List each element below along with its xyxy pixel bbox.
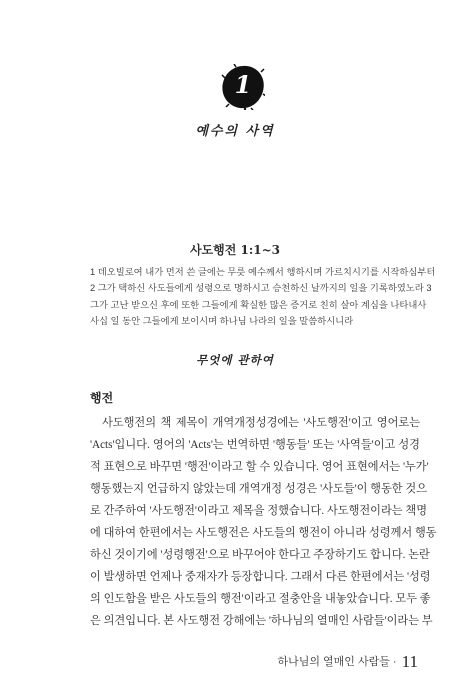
section-title: 무엇에 관하여 [196,353,274,367]
chapter-number: 1 [234,70,252,99]
chapter-number-brush-badge [221,64,265,110]
scripture-reference: 사도행전 1:1~3 [189,243,281,257]
body-line: 사도행전의 책 제목이 개역개정성경에는 '사도행전'이고 영어로는 [102,417,420,429]
scripture-passage [90,264,436,329]
body-line: 이 발생하면 언제나 중재자가 등장합니다. 그래서 다른 한편에서는 '성령 [90,571,431,583]
subheading: 행전 [90,391,114,405]
body-line: 하신 것이기에 '성령행전'으로 바꾸어야 한다고 주장하기도 합니다. 논란 [90,549,430,561]
chapter-title: 예수의 사역 [195,124,275,139]
page-footer [277,652,418,672]
page-number: 11 [401,652,418,671]
body-line: 에 대하여 한편에서는 사도행전은 사도들의 행전이 아니라 성령께서 행동 [90,527,437,539]
scripture-line: 2 그가 택하신 사도들에게 성령으로 명하시고 승천하신 날까지의 일을 기록하였노라 3 [90,283,432,294]
running-title: 하나님의 열매인 사람들 · [277,656,397,668]
scripture-line: 그가 고난 받으신 후에 또한 그들에게 확실한 많은 증거로 친히 살아 계심을 나타내사 [90,299,427,310]
scripture-line: 사십 일 동안 그들에게 보이시며 하나님 나라의 일을 말씀하시니라 [90,315,354,326]
body-line: 로 간주하여 '사도행전'이라고 제목을 정했습니다. 사도행전이라는 책명 [90,505,428,517]
body-line: 의 인도함을 받은 사도들의 행전'이라고 절충안을 내놓았습니다. 모두 좋 [90,593,431,605]
body-line: 'Acts'입니다. 영어의 'Acts'는 번역하면 '행동들' 또는 '사역들'이고 성경 [90,439,420,451]
body-paragraph [90,412,437,632]
body-line: 적 표현으로 바꾸면 '행전'이라고 할 수 있습니다. 영어 표현에서는 '누가' [90,461,429,473]
body-line: 행동했는지 언급하지 않았는데 개역개정 성경은 '사도들'이 행동한 것으 [90,483,428,495]
scripture-line: 1 데오빌로여 내가 먼저 쓴 글에는 무릇 예수께서 행하시며 가르치시기를 시작하심부터 [90,267,436,277]
body-line: 은 의견입니다. 본 사도행전 강해에는 '하나님의 열매인 사람들'이라는 부 [90,615,433,627]
